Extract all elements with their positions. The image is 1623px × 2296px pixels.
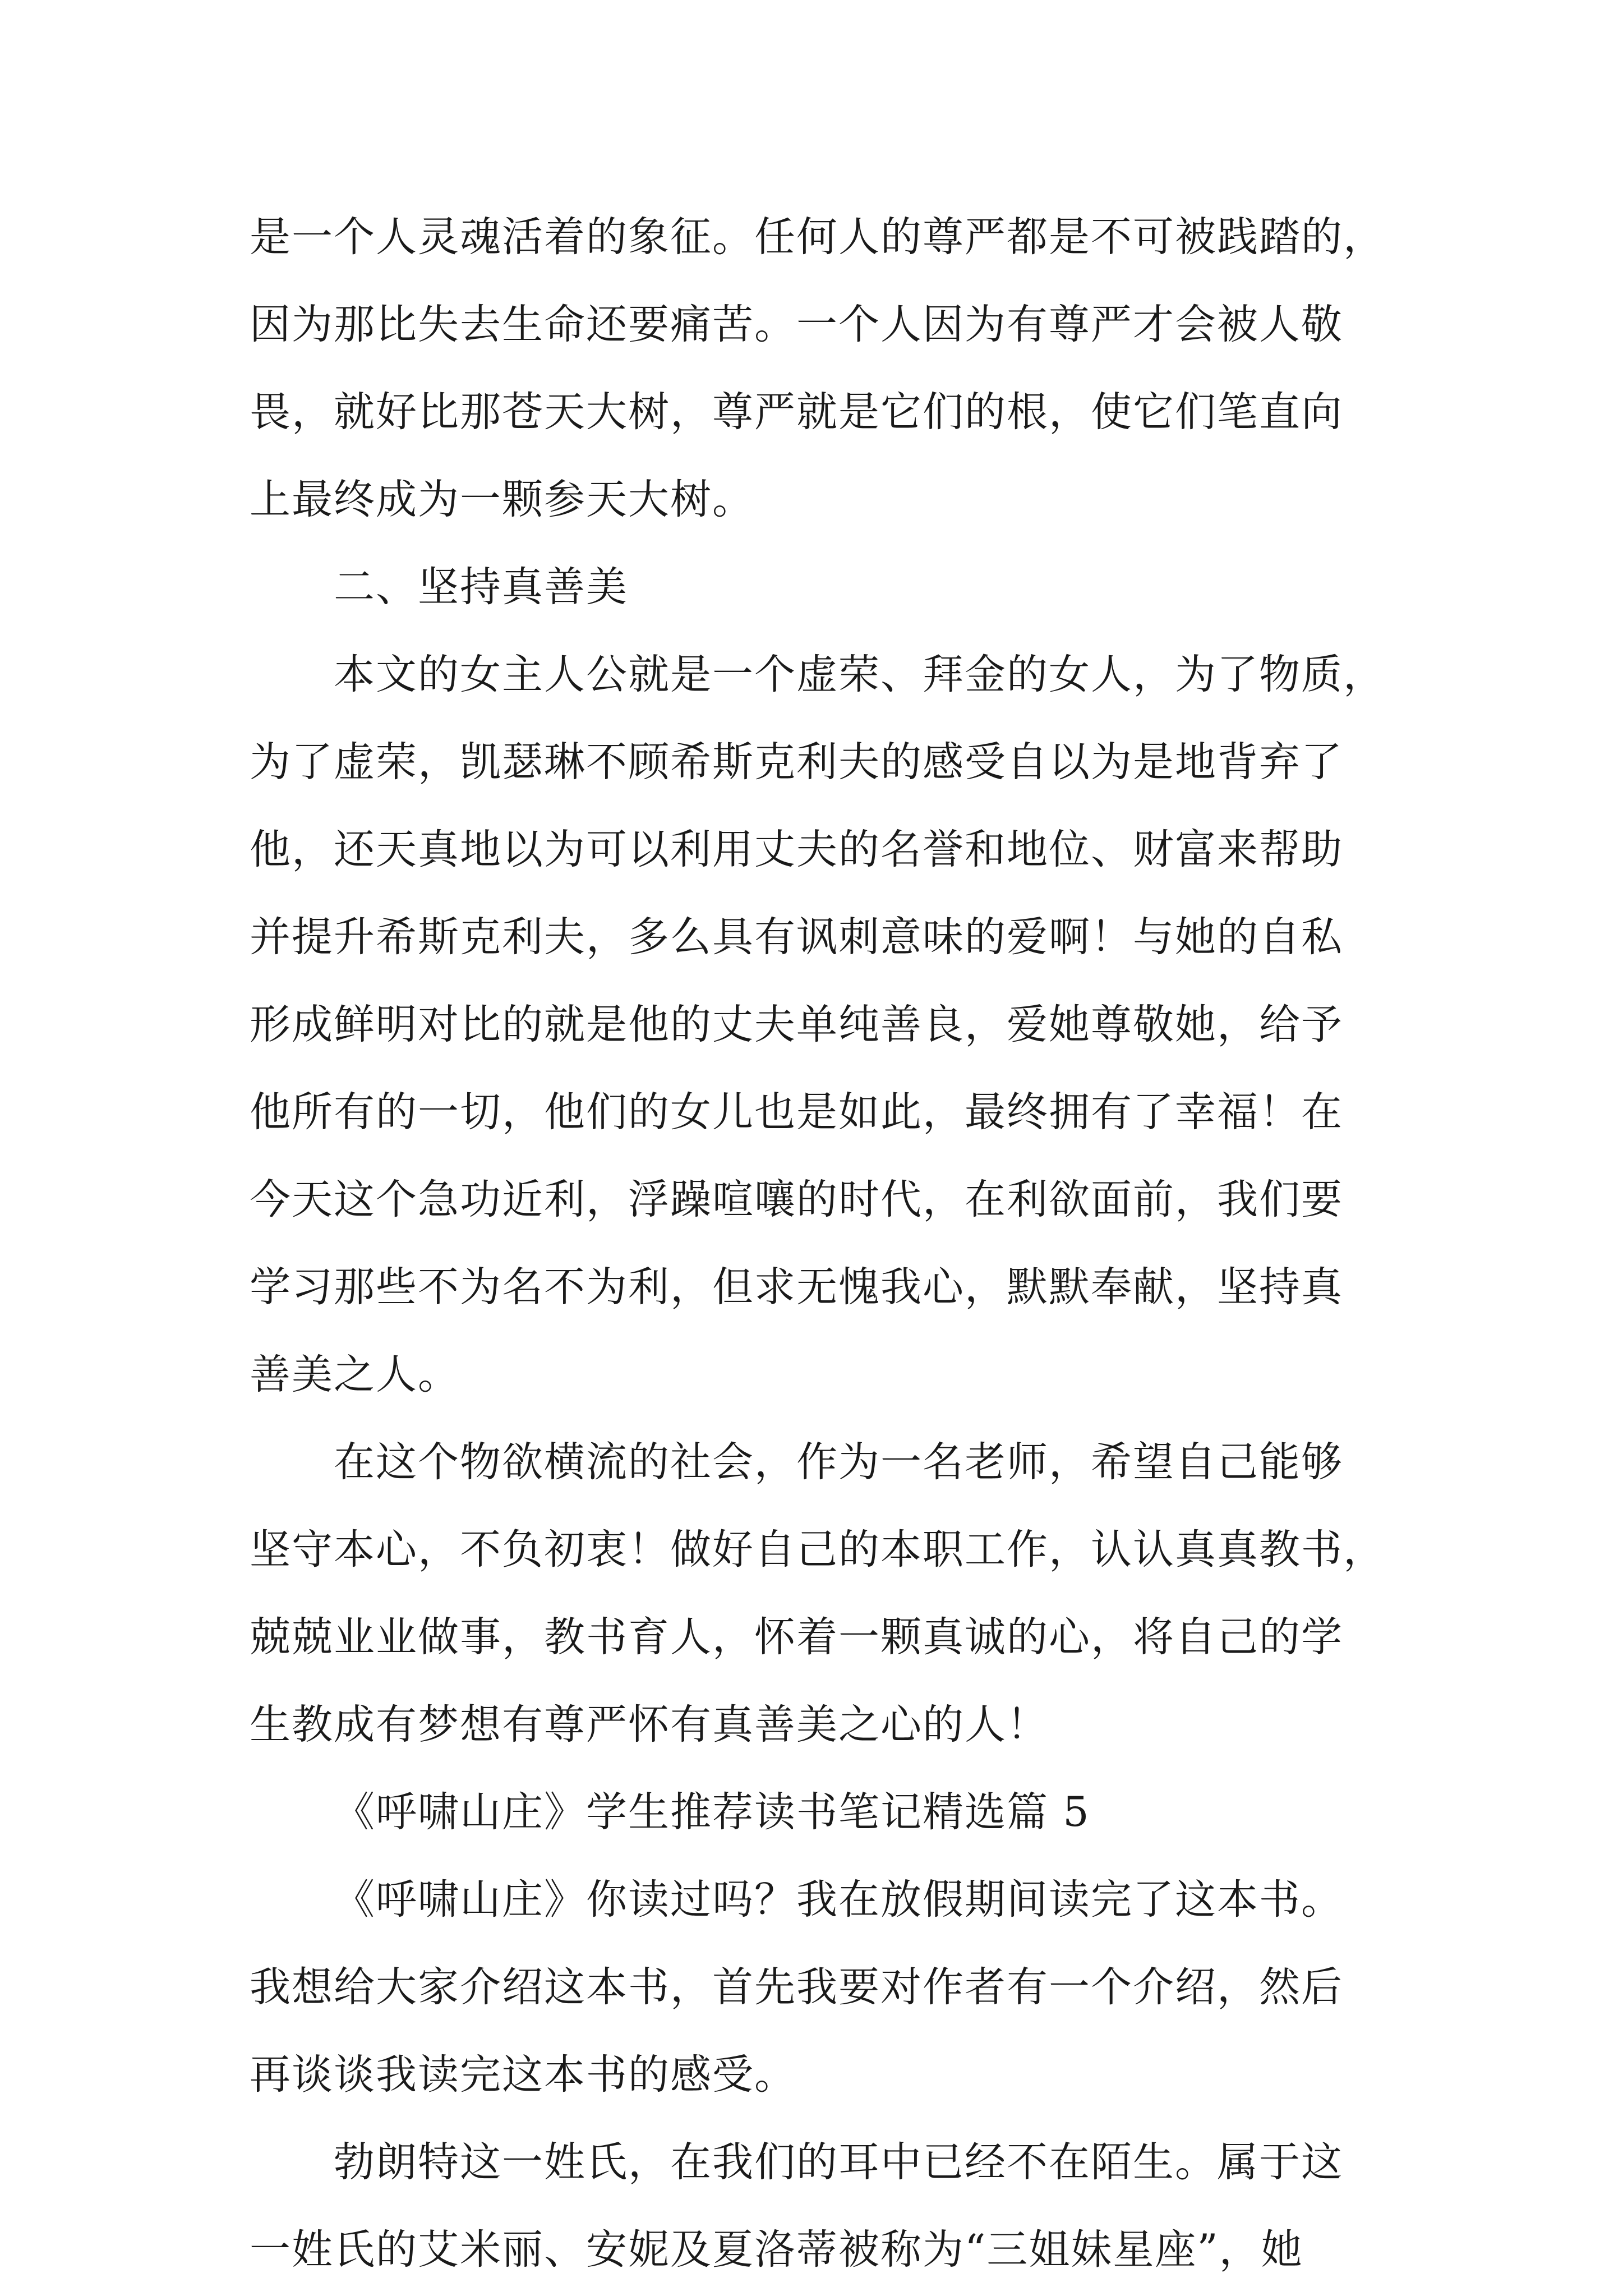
text-line: 一姓氏的艾米丽、安妮及夏洛蒂被称为“三姐妹星座”，她 — [250, 2226, 1303, 2274]
text-line: 并提升希斯克利夫，多么具有讽刺意味的爱啊！与她的自私 — [250, 913, 1343, 961]
text-line: 上最终成为一颗参天大树。 — [250, 476, 754, 523]
text-line: 他所有的一切，他们的女儿也是如此，最终拥有了幸福！在 — [250, 1088, 1343, 1136]
text-line: 在这个物欲横流的社会，作为一名老师，希望自己能够 — [334, 1438, 1343, 1486]
text-line: 生教成有梦想有尊严怀有真善美之心的人！ — [250, 1701, 1049, 1749]
text-line: 再谈谈我读完这本书的感受。 — [250, 2051, 796, 2099]
text-line: 勃朗特这一姓氏，在我们的耳中已经不在陌生。属于这 — [334, 2138, 1343, 2186]
text-line: 我想给大家介绍这本书，首先我要对作者有一个介绍，然后 — [250, 1963, 1343, 2011]
text-line: 今天这个急功近利，浮躁喧嚷的时代，在利欲面前，我们要 — [250, 1176, 1343, 1223]
text-line: 因为那比失去生命还要痛苦。一个人因为有尊严才会被人敬 — [250, 301, 1343, 348]
article-title: 《呼啸山庄》学生推荐读书笔记精选篇 5 — [334, 1788, 1090, 1836]
text-line: 学习那些不为名不为利，但求无愧我心，默默奉献，坚持真 — [250, 1263, 1343, 1311]
text-line: 本文的女主人公就是一个虚荣、拜金的女人，为了物质， — [334, 651, 1385, 698]
document-body — [250, 194, 1394, 2294]
text-line: 兢兢业业做事，教书育人，怀着一颗真诚的心，将自己的学 — [250, 1613, 1343, 1661]
section-heading: 二、坚持真善美 — [334, 563, 628, 611]
text-line: 是一个人灵魂活着的象征。任何人的尊严都是不可被践踏的， — [250, 213, 1385, 261]
text-line: 善美之人。 — [250, 1351, 460, 1398]
text-line: 坚守本心，不负初衷！做好自己的本职工作，认认真真教书， — [250, 1526, 1385, 1573]
text-line: 形成鲜明对比的就是他的丈夫单纯善良，爱她尊敬她，给予 — [250, 1001, 1343, 1048]
text-line: 《呼啸山庄》你读过吗？我在放假期间读完了这本书。 — [334, 1876, 1343, 1924]
text-line: 他，还天真地以为可以利用丈夫的名誉和地位、财富来帮助 — [250, 826, 1343, 873]
text-line: 为了虚荣，凯瑟琳不顾希斯克利夫的感受自以为是地背弃了 — [250, 738, 1343, 786]
text-line: 畏，就好比那苍天大树，尊严就是它们的根，使它们笔直向 — [250, 388, 1343, 436]
